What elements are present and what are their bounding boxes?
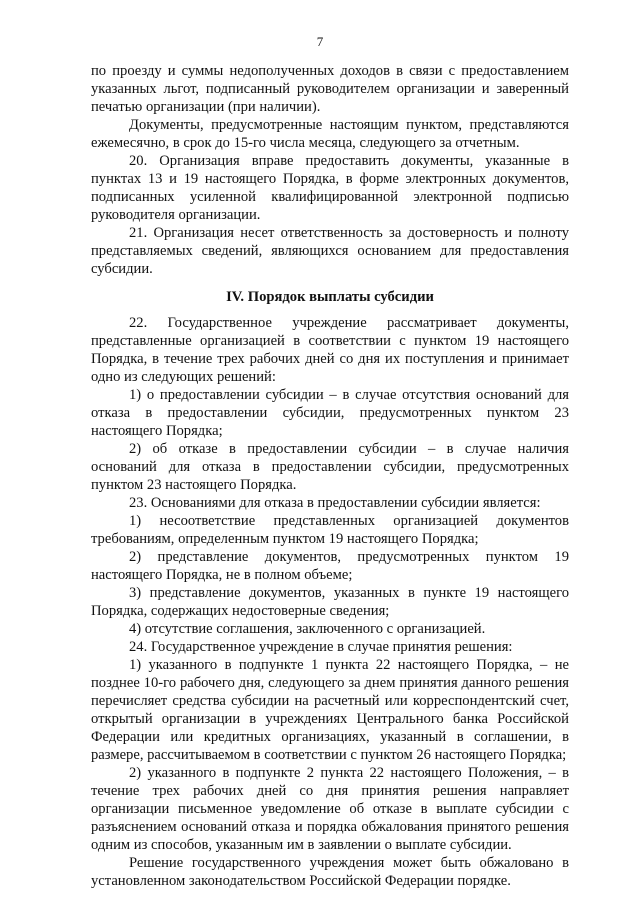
section-heading: IV. Порядок выплаты субсидии [226, 289, 434, 305]
paragraph-subitem: 3) представление документов, указанных в пункте 19 настоящего Порядка, содержащих недостоверные сведения; [91, 585, 569, 619]
paragraph-item-20: 20. Организация вправе предоставить документы, указанные в пунктах 13 и 19 настоящего Порядка, в форме электронных документов, подписанных усиленной квалифицированной электронной подписью руководителя организации. [91, 153, 569, 223]
document-body [91, 62, 569, 890]
paragraph-item-23: 23. Основаниями для отказа в предоставлении субсидии является: [129, 495, 541, 511]
paragraph-closing: Решение государственного учреждения может быть обжаловано в установленном законодательством Российской Федерации порядке. [91, 855, 569, 889]
paragraph-subitem: 4) отсутствие соглашения, заключенного с организацией. [129, 621, 486, 637]
paragraph-subitem: 1) несоответствие представленных организацией документов требованиям, определенным пунктом 19 настоящего Порядка; [91, 513, 569, 547]
paragraph-item-21: 21. Организация несет ответственность за достоверность и полноту представляемых сведений, являющихся основанием для предоставления субсидии. [91, 225, 569, 277]
paragraph-subitem: 2) об отказе в предоставлении субсидии – в случае наличия оснований для отказа в предоставлении субсидии, предусмотренных пунктом 23 настоящего Порядка. [91, 441, 569, 493]
paragraph-subitem: 1) указанного в подпункте 1 пункта 22 настоящего Порядка, – не позднее 10-го рабочего дня, следующего за днем принятия данного решения перечисляет средства субсидии на расчетный или корреспондентский счет, открытый организации в учреждениях Центрального банка Российской Федерации или кредитных организациях, указанный в соглашении, в размере, рассчитываемом в соответствии с пунктом 26 настоящего Порядка; [91, 657, 569, 763]
paragraph-continuation: по проезду и суммы недополученных доходов в связи с предоставлением указанных льгот, подписанный руководителем организации и заверенный печатью организации (при наличии). [91, 63, 569, 115]
paragraph-subitem: 2) указанного в подпункте 2 пункта 22 настоящего Положения, – в течение трех рабочих дней со дня принятия решения направляет организации письменное уведомление об отказе в выплате субсидии с разъяснением оснований отказа и порядка обжалования принятого решения одним из способов, указанным им в заявлении о выплате субсидии. [91, 765, 569, 853]
paragraph-item-24: 24. Государственное учреждение в случае принятия решения: [129, 639, 513, 655]
paragraph-subitem: 1) о предоставлении субсидии – в случае отсутствия оснований для отказа в предоставлении субсидии, предусмотренных пунктом 23 настоящего Порядка; [91, 387, 569, 439]
paragraph-item-22: 22. Государственное учреждение рассматривает документы, представленные организацией в соответствии с пунктом 19 настоящего Порядка, в течение трех рабочих дней со дня их поступления и принимает одно из следующих решений: [91, 315, 569, 385]
page-number: 7 [316, 34, 324, 49]
paragraph-subitem: 2) представление документов, предусмотренных пунктом 19 настоящего Порядка, не в полном объеме; [91, 549, 569, 583]
paragraph: Документы, предусмотренные настоящим пунктом, представляются ежемесячно, в срок до 15-го числа месяца, следующего за отчетным. [91, 117, 569, 151]
